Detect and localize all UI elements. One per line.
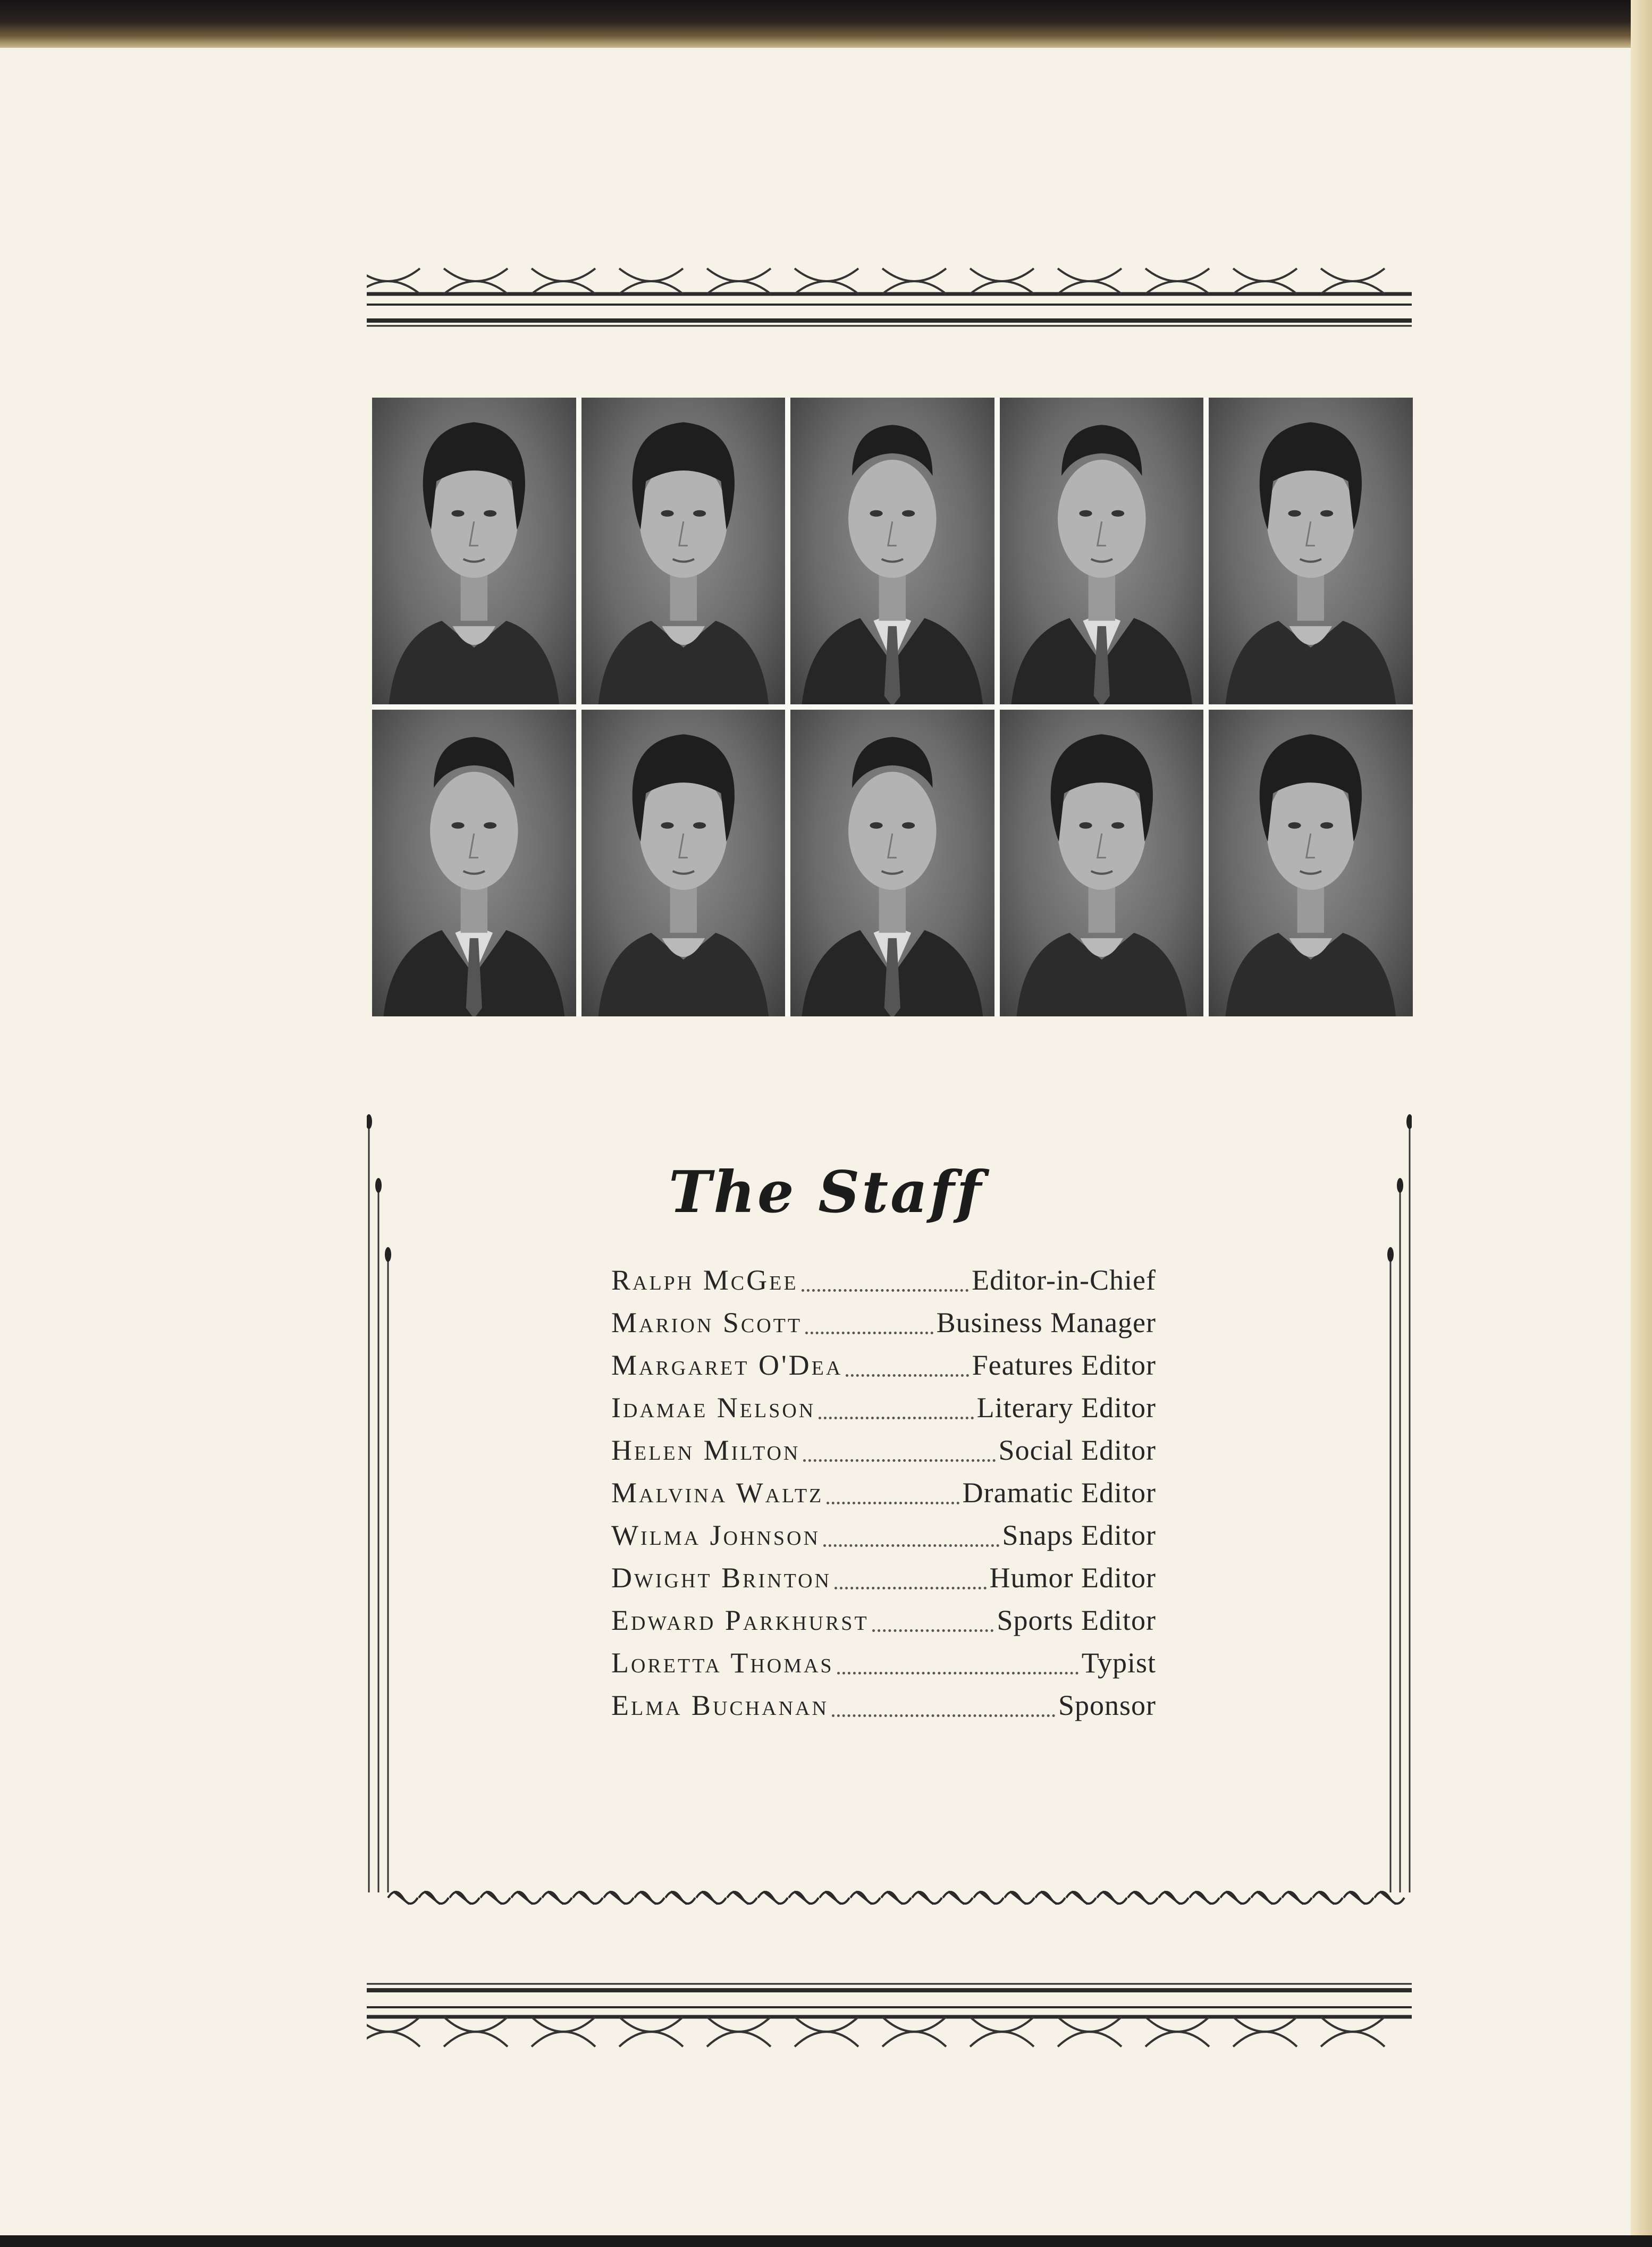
page-top-edge: [0, 0, 1652, 48]
dot-leader: [837, 1671, 1078, 1674]
staff-role: Humor Editor: [989, 1562, 1156, 1594]
staff-name: Loretta Thomas: [611, 1647, 834, 1679]
staff-name: Idamae Nelson: [611, 1392, 816, 1424]
staff-role: Sponsor: [1058, 1689, 1156, 1721]
staff-entry: [611, 1429, 1156, 1471]
dot-leader: [832, 1714, 1055, 1717]
staff-entry: [611, 1599, 1156, 1642]
portrait-woman-wavy-hair-icon: [581, 398, 786, 704]
staff-entry: [611, 1556, 1156, 1599]
staff-roster: [611, 1259, 1156, 1727]
staff-name: Elma Buchanan: [611, 1689, 829, 1721]
dot-leader: [872, 1629, 994, 1632]
dot-leader: [827, 1501, 959, 1504]
page-bottom-edge: [0, 2235, 1652, 2247]
portrait-man-suit-tie-icon: [372, 710, 576, 1016]
staff-name: Margaret O'Dea: [611, 1349, 843, 1381]
staff-name: Edward Parkhurst: [611, 1604, 869, 1636]
staff-role: Social Editor: [998, 1434, 1156, 1466]
staff-entry: [611, 1471, 1156, 1514]
staff-role: Business Manager: [936, 1307, 1156, 1339]
dot-leader: [802, 1289, 969, 1292]
staff-entry: [611, 1259, 1156, 1301]
portrait-woman-smiling-icon: [1000, 710, 1204, 1016]
staff-role: Typist: [1081, 1647, 1156, 1679]
staff-role: Dramatic Editor: [962, 1477, 1156, 1509]
staff-role: Features Editor: [972, 1349, 1156, 1381]
staff-name: Marion Scott: [611, 1307, 803, 1339]
portrait-man-suit-tie-icon: [790, 710, 994, 1016]
dot-leader: [835, 1586, 987, 1589]
portrait-man-suit-tie-icon: [790, 398, 994, 704]
staff-entry: [611, 1386, 1156, 1429]
bottom-ornament-border: [367, 1972, 1412, 2049]
dot-leader: [846, 1374, 968, 1377]
staff-entry: [611, 1344, 1156, 1386]
dot-leader: [823, 1544, 999, 1547]
staff-role: Literary Editor: [976, 1392, 1156, 1424]
staff-role: Snaps Editor: [1002, 1519, 1156, 1551]
page-title: The Staff: [669, 1159, 983, 1226]
staff-entry: [611, 1514, 1156, 1556]
portrait-woman-bob-hair-icon: [372, 398, 576, 704]
portrait-woman-curly-hair-icon: [1209, 398, 1413, 704]
staff-name: Malvina Waltz: [611, 1477, 824, 1509]
page-right-edge: [1631, 0, 1652, 2247]
staff-entry: [611, 1684, 1156, 1727]
staff-entry: [611, 1301, 1156, 1344]
portrait-man-suit-tie-icon: [1000, 398, 1204, 704]
staff-role: Editor-in-Chief: [972, 1264, 1156, 1296]
staff-role: Sports Editor: [997, 1604, 1156, 1636]
staff-name: Wilma Johnson: [611, 1519, 820, 1551]
dot-leader: [805, 1331, 933, 1334]
dot-leader: [819, 1416, 973, 1419]
portrait-woman-bob-hair-icon: [1209, 710, 1413, 1016]
staff-name: Ralph McGee: [611, 1264, 798, 1296]
staff-entry: [611, 1642, 1156, 1684]
portrait-woman-pearl-necklace-icon: [581, 710, 786, 1016]
dot-leader: [803, 1459, 995, 1462]
staff-portrait-grid: [372, 398, 1413, 1016]
top-ornament-border: [367, 263, 1412, 338]
staff-name: Dwight Brinton: [611, 1562, 831, 1594]
staff-name: Helen Milton: [611, 1434, 800, 1466]
